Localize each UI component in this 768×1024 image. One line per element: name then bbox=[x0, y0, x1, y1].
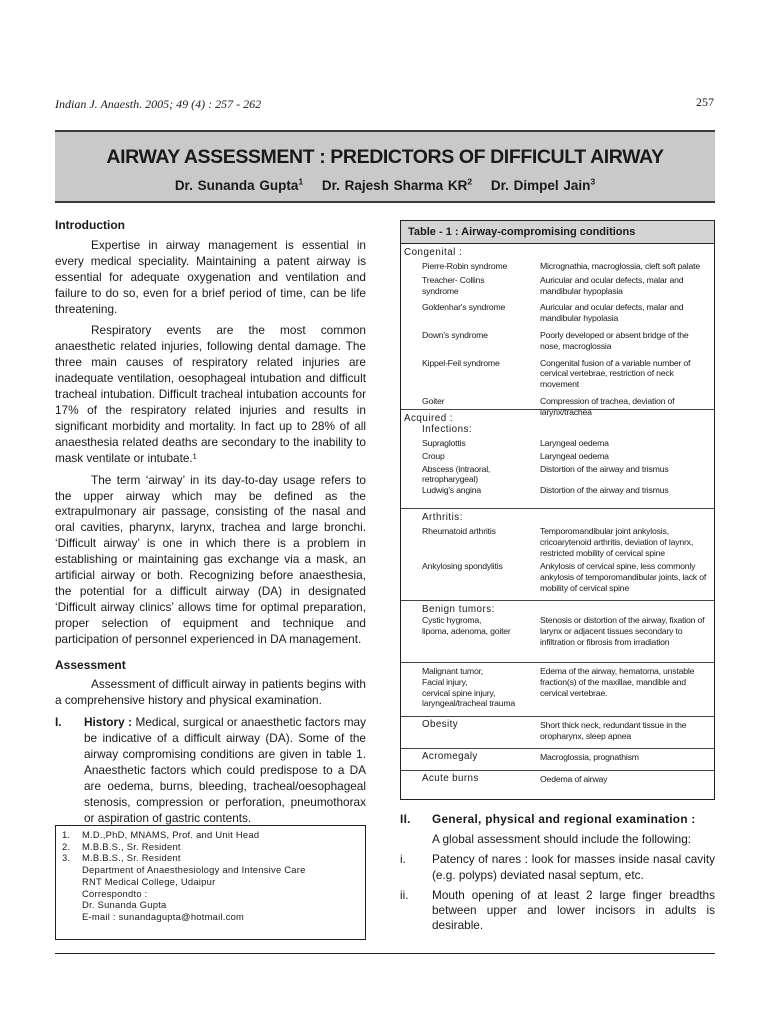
section-ii-intro: A global assessment should include the following: bbox=[432, 832, 692, 847]
list-item: ii. Mouth opening of at least 2 large finger breadths between upper and lower incisors in adults is desirable. bbox=[400, 887, 715, 933]
table-row: Ankylosing spondylitis Ankylosis of cervical spine, less commonly ankylosis of temporomandibular joints, lack of mobility of cervical spine bbox=[422, 561, 707, 593]
history-item bbox=[55, 715, 366, 826]
running-head: Indian J. Anaesth. 2005; 49 (4) : 257 - 262 bbox=[55, 97, 262, 111]
bottom-rule bbox=[55, 953, 715, 954]
table-row: Rheumatoid arthritis Temporomandibular joint ankylosis, cricoarytenoid arthritis, deviation of laynrx, restricted mobility of cervical spine bbox=[422, 526, 694, 558]
page-number: 257 bbox=[696, 95, 714, 109]
intro-paragraph-2: Respiratory events are the most common anaesthetic related injuries, following dental damage. The three main causes of respiratory related injuries are inadequate ventilation, oesophageal intubation and difficult tracheal intubation. Difficult tracheal intubation accounts for 17% of the respiratory related injuries and results in significant morbidity and mortality. In fact up to 28% of all anaesthesia related deaths are secondary to the inability to mask ventilate or intubate.¹ bbox=[55, 323, 366, 465]
footnote-correspond-name: Dr. Sunanda Gupta bbox=[82, 899, 167, 911]
intro-paragraph-3: The term ‘airway’ in its day-to-day usage refers to the upper airway which may be defined as the extrapulmonary air passage, consisting of the nasal and oral cavities, pharynx, larynx, trachea and large bronchi. ‘Difficult airway’ is one in which there is a problem in establishing or maintaining gas exchange via a mask, an artificial airway or both. Recognizing before anaesthesia, the potential for a difficult airway (DA) in designated ‘Difficult airway clinics’ allows time for optimal preparation, proper selection of equipment and technique and participation of personnel experienced in DA management. bbox=[55, 472, 366, 646]
table-row: Kippel-Feil syndrome Congenital fusion of a variable number of cervical vertebrae, restriction of neck movement bbox=[422, 357, 691, 390]
table-section-malignant bbox=[401, 663, 714, 717]
footnote-3: 3. M.B.B.S., Sr. Resident bbox=[62, 852, 181, 864]
table-title: Table - 1 : Airway-compromising conditions bbox=[401, 221, 714, 244]
table-row: Supraglottis Laryngeal oedema bbox=[422, 438, 609, 448]
affiliation-footnote-box bbox=[55, 825, 366, 940]
author-1: Dr. Sunanda Gupta$^1$ bbox=[174, 176, 304, 193]
table-section-obesity bbox=[401, 717, 714, 749]
table-row: Ludwig's angina Distortion of the airway and trismus bbox=[422, 485, 669, 496]
table-section-acute-burns bbox=[401, 771, 714, 788]
table-row: Down's syndrome Poorly developed or absent bridge of the nose, macroglossia bbox=[422, 329, 689, 351]
table-row: Treacher- Collins syndrome Auricular and ocular defects, malar and mandibular hypoplasia bbox=[422, 274, 684, 296]
left-column bbox=[55, 218, 366, 827]
author-2: Dr. Rajesh Sharma $KR^2$ bbox=[321, 176, 473, 193]
table-row: Goiter Compression of trachea, deviation of larynx/trachea bbox=[422, 395, 675, 417]
introduction-heading: Introduction bbox=[55, 218, 125, 232]
history-text: History : Medical, surgical or anaesthetic factors may be indicative of a difficult airway (DA). Some of the airway compromising conditions are given in table 1. Anaesthetic factors which could predispose to a DA are oedema, burns, bleeding, tracheal/oesophageal stenosis, compression or perforation, pneumothorax or aspiration of gastric contents. bbox=[84, 715, 366, 825]
author-3: Dr. Dimpel Jain$^3$ bbox=[490, 176, 596, 193]
author-line bbox=[55, 176, 715, 193]
section-ii-heading: II. General, physical and regional examination : bbox=[400, 812, 696, 826]
article-title: AIRWAY ASSESSMENT : PREDICTORS OF DIFFICULT AIRWAY bbox=[106, 146, 664, 168]
infections-heading: Infections: bbox=[422, 424, 473, 435]
table-section-acquired bbox=[401, 410, 714, 509]
footnote-2: 2. M.B.B.S., Sr. Resident bbox=[62, 840, 181, 852]
footnote-1: 1. M.D.,PhD, MNAMS, Prof. and Unit Head bbox=[62, 829, 260, 840]
table-row: Acute burns Oedema of airway bbox=[422, 773, 608, 784]
congenital-heading: Congenital : bbox=[404, 247, 463, 258]
right-column bbox=[400, 812, 715, 933]
footnote-correspond-label: Correspondto : bbox=[82, 887, 148, 899]
intro-paragraph-1: Expertise in airway management is essential in every medical speciality. Maintaining a patent airway is essential for adequate oxygenation and ventilation and failure to do so, even for a brief period of time, can be life threatening. bbox=[55, 237, 366, 316]
table-row: Acromegaly Macroglossia, prognathism bbox=[422, 751, 639, 762]
table-row: Croup Laryngeal oedema bbox=[422, 450, 609, 461]
footnote-department: Department of Anaesthesiology and Intensive Care bbox=[82, 864, 306, 876]
footnote-college: RNT Medical College, Udaipur bbox=[82, 875, 216, 887]
table-row: Abscess (intraoral, retropharygeal) Distortion of the airway and trismus bbox=[422, 463, 669, 485]
title-band bbox=[55, 130, 715, 203]
table-section-acromegaly bbox=[401, 749, 714, 771]
table-section-congenital bbox=[401, 244, 714, 417]
history-number: I. bbox=[55, 715, 62, 730]
table-airway-conditions bbox=[400, 220, 715, 800]
assessment-paragraph: Assessment of difficult airway in patients begins with a comprehensive history and physical examination. bbox=[55, 677, 366, 708]
footnote-email: E-mail : sunandagupta@hotmail.com bbox=[82, 910, 245, 922]
table-row: Cystic hygroma, lipoma, adenoma, goiter Stenosis or distortion of the airway, fixation of larynx or adjacent tissues secondary to infiltration or fibrosis from irradiation bbox=[422, 615, 705, 647]
arthritis-heading: Arthritis: bbox=[422, 512, 463, 523]
list-item: i. Patency of nares : look for masses inside nasal cavity (e.g. polyps) deviated nasal septum, etc. bbox=[400, 852, 715, 882]
assessment-heading: Assessment bbox=[55, 657, 126, 672]
acquired-heading: Acquired : bbox=[404, 413, 454, 424]
benign-tumors-heading: Benign tumors: bbox=[422, 604, 495, 615]
table-row: Pierre-Robin syndrome Micrognathia, macroglossia, cleft soft palate bbox=[422, 261, 701, 271]
table-row: Goldenhar's syndrome Auricular and ocular defects, malar and mandibular hypolasia bbox=[422, 302, 684, 324]
table-row: Malignant tumor, Facial injury, cervical spine injury, laryngeal/tracheal trauma Edema of the airway, hematoma, unstable fraction(s) of the maxillae, mandible and cervical vertebrae. bbox=[422, 666, 695, 709]
table-section-benign-tumors bbox=[401, 601, 714, 663]
table-section-arthritis bbox=[401, 509, 714, 601]
table-row: Obesity Short thick neck, redundant tissue in the oropharynx, sleep apnea bbox=[422, 719, 687, 741]
